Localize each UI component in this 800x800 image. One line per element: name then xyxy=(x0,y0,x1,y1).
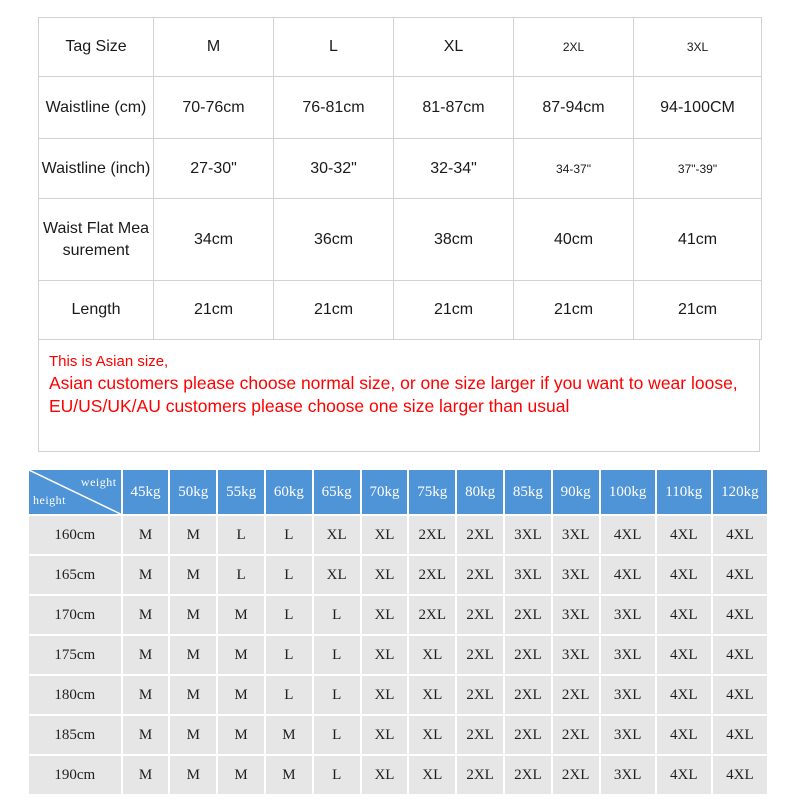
table-cell: 32-34" xyxy=(394,139,514,199)
waistline-inch-row xyxy=(39,139,762,199)
size-cell: M xyxy=(266,756,312,794)
row-label: Waistline (cm) xyxy=(39,77,154,139)
waist-flat-row xyxy=(39,199,762,281)
size-cell: 4XL xyxy=(601,516,655,554)
row-label: Waist Flat Measurement xyxy=(39,199,154,281)
height-cell: 185cm xyxy=(29,716,121,754)
size-cell: XL xyxy=(314,516,360,554)
size-cell: 3XL xyxy=(553,516,599,554)
size-cell: 4XL xyxy=(657,716,711,754)
size-cell: L xyxy=(314,716,360,754)
size-cell: 4XL xyxy=(713,556,767,594)
size-cell: M xyxy=(218,756,264,794)
height-cell: 170cm xyxy=(29,596,121,634)
size-cell: 2XL xyxy=(457,756,503,794)
size-cell: M xyxy=(123,596,169,634)
size-cell: 3XL xyxy=(505,556,551,594)
table-row xyxy=(29,516,767,554)
size-table xyxy=(38,17,762,340)
table-cell: 70-76cm xyxy=(154,77,274,139)
corner-cell xyxy=(29,470,121,514)
weight-header-cell: 75kg xyxy=(409,470,455,514)
size-cell: M xyxy=(123,556,169,594)
table-cell: 36cm xyxy=(274,199,394,281)
size-cell: 4XL xyxy=(713,516,767,554)
height-cell: 175cm xyxy=(29,636,121,674)
size-cell: 2XL xyxy=(457,716,503,754)
size-cell: XL xyxy=(409,676,455,714)
weight-header-cell: 100kg xyxy=(601,470,655,514)
size-cell: M xyxy=(266,716,312,754)
size-cell: 2XL xyxy=(457,676,503,714)
size-cell: 2XL xyxy=(505,636,551,674)
size-cell: 3XL xyxy=(553,556,599,594)
length-row xyxy=(39,281,762,340)
size-cell: 4XL xyxy=(657,756,711,794)
size-cell: XL xyxy=(409,756,455,794)
size-cell: 2XL xyxy=(409,516,455,554)
note-line-asian-customers: Asian customers please choose normal size, or one size larger if you want to wear loose, xyxy=(49,373,738,393)
size-header-m: M xyxy=(154,18,274,77)
weight-header-cell: 50kg xyxy=(170,470,216,514)
size-header-l: L xyxy=(274,18,394,77)
size-header-3xl: 3XL xyxy=(634,18,762,77)
height-cell: 160cm xyxy=(29,516,121,554)
size-cell: 3XL xyxy=(553,596,599,634)
table-cell: 34-37" xyxy=(514,139,634,199)
table-cell: 27-30" xyxy=(154,139,274,199)
size-cell: L xyxy=(266,596,312,634)
size-cell: M xyxy=(170,636,216,674)
row-label: Length xyxy=(39,281,154,340)
size-cell: L xyxy=(218,556,264,594)
size-cell: 4XL xyxy=(713,756,767,794)
size-header-xl: XL xyxy=(394,18,514,77)
size-cell: L xyxy=(314,596,360,634)
tag-size-label: Tag Size xyxy=(39,18,154,77)
table-cell: 81-87cm xyxy=(394,77,514,139)
weight-header-cell: 55kg xyxy=(218,470,264,514)
size-cell: M xyxy=(170,556,216,594)
weight-header-cell: 120kg xyxy=(713,470,767,514)
size-cell: L xyxy=(266,556,312,594)
size-cell: 2XL xyxy=(409,556,455,594)
size-cell: M xyxy=(170,716,216,754)
size-cell: XL xyxy=(362,516,408,554)
table-cell: 40cm xyxy=(514,199,634,281)
table-cell: 21cm xyxy=(514,281,634,340)
size-cell: XL xyxy=(362,676,408,714)
size-cell: XL xyxy=(362,556,408,594)
table-cell: 76-81cm xyxy=(274,77,394,139)
table-cell: 21cm xyxy=(274,281,394,340)
note-line-asian-size: This is Asian size, xyxy=(49,353,169,370)
size-cell: 3XL xyxy=(553,636,599,674)
size-cell: XL xyxy=(409,716,455,754)
size-cell: 4XL xyxy=(657,636,711,674)
size-cell: XL xyxy=(409,636,455,674)
size-cell: 4XL xyxy=(713,636,767,674)
height-cell: 180cm xyxy=(29,676,121,714)
size-cell: 2XL xyxy=(505,596,551,634)
table-cell: 21cm xyxy=(634,281,762,340)
weight-height-chart xyxy=(27,468,769,796)
size-cell: 3XL xyxy=(601,636,655,674)
size-cell: L xyxy=(314,636,360,674)
size-cell: M xyxy=(170,516,216,554)
table-cell: 38cm xyxy=(394,199,514,281)
table-cell: 87-94cm xyxy=(514,77,634,139)
size-cell: 2XL xyxy=(457,636,503,674)
size-cell: 3XL xyxy=(601,676,655,714)
size-cell: 2XL xyxy=(409,596,455,634)
size-cell: M xyxy=(218,676,264,714)
weight-header-cell: 85kg xyxy=(505,470,551,514)
weight-header-cell: 65kg xyxy=(314,470,360,514)
size-cell: 2XL xyxy=(505,716,551,754)
table-cell: 41cm xyxy=(634,199,762,281)
size-cell: 4XL xyxy=(657,516,711,554)
size-cell: L xyxy=(266,516,312,554)
weight-header-cell: 45kg xyxy=(123,470,169,514)
size-table-header-row xyxy=(39,18,762,77)
size-cell: M xyxy=(218,636,264,674)
table-cell: 30-32" xyxy=(274,139,394,199)
size-cell: 3XL xyxy=(505,516,551,554)
size-cell: M xyxy=(123,716,169,754)
height-axis-label: height xyxy=(33,493,66,507)
weight-header-cell: 110kg xyxy=(657,470,711,514)
weight-header-cell: 70kg xyxy=(362,470,408,514)
row-label: Waistline (inch) xyxy=(39,139,154,199)
size-cell: XL xyxy=(362,716,408,754)
size-cell: M xyxy=(170,676,216,714)
size-cell: M xyxy=(123,756,169,794)
size-cell: M xyxy=(170,596,216,634)
size-cell: XL xyxy=(314,556,360,594)
weight-header-cell: 60kg xyxy=(266,470,312,514)
size-cell: 2XL xyxy=(457,516,503,554)
note-line-eu-customers: EU/US/UK/AU customers please choose one size larger than usual xyxy=(49,396,570,416)
size-cell: 4XL xyxy=(601,556,655,594)
size-cell: M xyxy=(123,676,169,714)
weight-header-cell: 90kg xyxy=(553,470,599,514)
size-cell: 4XL xyxy=(657,596,711,634)
size-cell: L xyxy=(314,676,360,714)
size-cell: L xyxy=(218,516,264,554)
size-cell: M xyxy=(170,756,216,794)
weight-header-cell: 80kg xyxy=(457,470,503,514)
table-row xyxy=(29,756,767,794)
size-cell: L xyxy=(266,676,312,714)
size-cell: M xyxy=(218,716,264,754)
size-cell: 4XL xyxy=(657,676,711,714)
size-cell: 2XL xyxy=(505,676,551,714)
table-row xyxy=(29,636,767,674)
size-cell: 4XL xyxy=(713,716,767,754)
table-row xyxy=(29,676,767,714)
size-cell: 2XL xyxy=(457,596,503,634)
size-cell: 2XL xyxy=(553,716,599,754)
size-cell: 3XL xyxy=(601,756,655,794)
size-cell: 2XL xyxy=(553,756,599,794)
height-cell: 165cm xyxy=(29,556,121,594)
table-row xyxy=(29,716,767,754)
table-cell: 94-100CM xyxy=(634,77,762,139)
size-cell: 4XL xyxy=(713,676,767,714)
height-cell: 190cm xyxy=(29,756,121,794)
table-cell: 34cm xyxy=(154,199,274,281)
table-cell: 37"-39" xyxy=(634,139,762,199)
size-note xyxy=(38,340,760,452)
size-cell: 3XL xyxy=(601,596,655,634)
size-cell: M xyxy=(218,596,264,634)
table-row xyxy=(29,596,767,634)
size-cell: M xyxy=(123,516,169,554)
size-header-2xl: 2XL xyxy=(514,18,634,77)
size-cell: XL xyxy=(362,636,408,674)
weight-header-row xyxy=(29,470,767,514)
table-cell: 21cm xyxy=(154,281,274,340)
waistline-cm-row xyxy=(39,77,762,139)
size-cell: M xyxy=(123,636,169,674)
table-row xyxy=(29,556,767,594)
size-cell: L xyxy=(314,756,360,794)
size-cell: XL xyxy=(362,756,408,794)
size-cell: L xyxy=(266,636,312,674)
size-cell: 4XL xyxy=(713,596,767,634)
size-cell: 2XL xyxy=(505,756,551,794)
size-cell: 4XL xyxy=(657,556,711,594)
weight-axis-label: weight xyxy=(80,475,117,489)
size-cell: 3XL xyxy=(601,716,655,754)
size-cell: XL xyxy=(362,596,408,634)
table-cell: 21cm xyxy=(394,281,514,340)
size-cell: 2XL xyxy=(457,556,503,594)
size-cell: 2XL xyxy=(553,676,599,714)
